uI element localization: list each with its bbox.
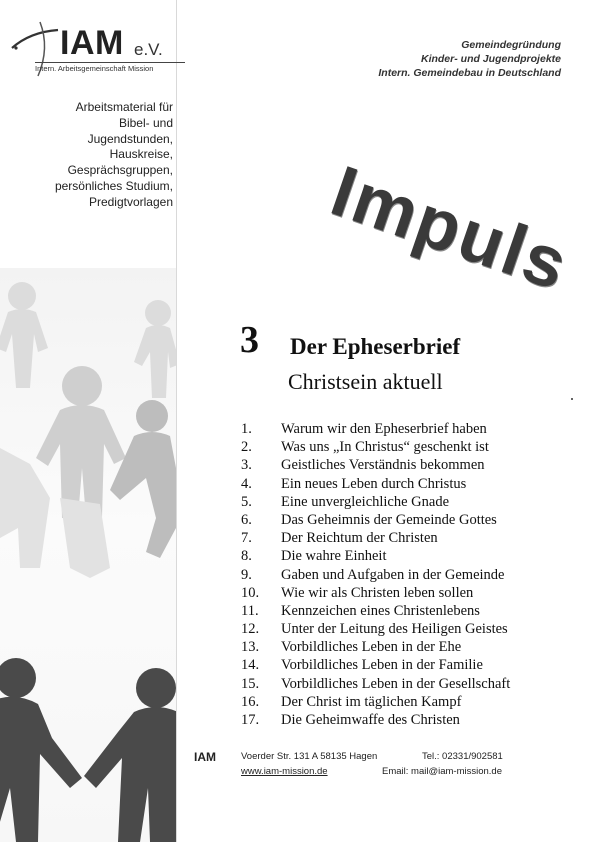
toc-number: 17. (241, 712, 260, 728)
description-line: Arbeitsmaterial für (75, 100, 173, 114)
issue-number: 3 (240, 319, 259, 361)
toc-number: 14. (241, 657, 260, 674)
toc-number: 9. (241, 566, 252, 583)
logo-subtitle: Intern. Arbeitsgemeinschaft Mission (35, 64, 190, 73)
series-subtitle: Christsein aktuell (288, 369, 443, 394)
footer-address: Voerder Str. 131 A 58135 Hagen (241, 751, 378, 762)
toc-title: Die wahre Einheit (281, 548, 387, 565)
toc-number: 4. (241, 475, 252, 492)
toc-item (241, 675, 510, 693)
toc-item (241, 584, 510, 602)
toc-number: 12. (241, 621, 260, 638)
footer-org: IAM (194, 750, 216, 764)
toc-number: 2. (241, 439, 252, 456)
tagline-line: Kinder- und Jugendprojekte (420, 53, 561, 65)
toc-item (241, 711, 510, 729)
people-circle-illustration (0, 268, 176, 842)
toc-number: 3. (241, 457, 252, 474)
table-of-contents (241, 420, 510, 729)
toc-item (241, 602, 510, 620)
toc-item (241, 438, 510, 456)
iam-logo (10, 18, 185, 78)
toc-number: 6. (241, 511, 252, 528)
toc-title: Gaben und Aufgaben in der Gemeinde (281, 566, 505, 583)
toc-item (241, 547, 510, 565)
impuls-title: Impuls (321, 150, 579, 307)
toc-number: 1. (241, 421, 252, 437)
material-description (3, 100, 173, 211)
toc-title: Das Geheimnis der Gemeinde Gottes (281, 511, 497, 528)
toc-item (241, 620, 510, 638)
logo-text: IAM (60, 24, 124, 62)
toc-title: Kennzeichen eines Christenlebens (281, 602, 480, 619)
toc-number: 15. (241, 675, 260, 692)
toc-title: Vorbildliches Leben in der Ehe (281, 639, 462, 656)
toc-title: Die Geheimwaffe des Christen (281, 712, 460, 728)
description-line: Jugendstunden, (87, 131, 173, 146)
description-line: Hauskreise, (109, 147, 173, 162)
description-line: Bibel- und (118, 115, 173, 130)
toc-number: 5. (241, 493, 252, 510)
toc-number: 10. (241, 584, 260, 601)
website-link[interactable]: www.iam-mission.de (241, 766, 328, 777)
toc-title: Wie wir als Christen leben sollen (281, 584, 474, 601)
tagline-line: Intern. Gemeindebau in Deutschland (378, 67, 561, 79)
toc-number: 16. (241, 693, 260, 710)
footer-email[interactable]: Email: mail@iam-mission.de (382, 766, 502, 777)
toc-item (241, 420, 510, 438)
description-line: Predigtvorlagen (88, 194, 173, 209)
toc-number: 7. (241, 530, 252, 547)
description-line: Gesprächsgruppen, (67, 163, 173, 178)
toc-item (241, 493, 510, 511)
toc-item (241, 638, 510, 656)
toc-item (241, 693, 510, 711)
scan-speck (571, 398, 573, 400)
toc-title: Vorbildliches Leben in der Familie (281, 657, 483, 674)
toc-item (241, 475, 510, 493)
toc-number: 8. (241, 548, 252, 565)
toc-item (241, 566, 510, 584)
toc-title: Der Reichtum der Christen (281, 530, 438, 547)
toc-item (241, 529, 510, 547)
toc-number: 13. (241, 639, 260, 656)
toc-title: Warum wir den Epheserbrief haben (281, 421, 487, 437)
toc-title: Ein neues Leben durch Christus (281, 475, 467, 492)
organization-tagline (378, 38, 561, 80)
series-title: Der Epheserbrief (290, 334, 461, 359)
toc-number: 11. (241, 602, 259, 619)
footer-phone: Tel.: 02331/902581 (422, 751, 503, 762)
toc-title: Der Christ im täglichen Kampf (281, 693, 462, 710)
toc-item (241, 511, 510, 529)
tagline-line: Gemeindegründung (461, 39, 561, 51)
toc-title: Was uns „In Christus“ geschenkt ist (281, 439, 489, 456)
page-divider (176, 0, 177, 842)
logo-suffix: e.V. (134, 40, 163, 59)
toc-title: Geistliches Verständnis bekommen (281, 457, 485, 474)
description-line: persönliches Studium, (54, 178, 173, 193)
toc-title: Vorbildliches Leben in der Gesellschaft (281, 675, 511, 692)
toc-item (241, 656, 510, 674)
toc-item (241, 456, 510, 474)
toc-title: Unter der Leitung des Heiligen Geistes (281, 621, 508, 638)
toc-title: Eine unvergleichliche Gnade (281, 493, 450, 510)
sidebar-image (0, 268, 176, 842)
